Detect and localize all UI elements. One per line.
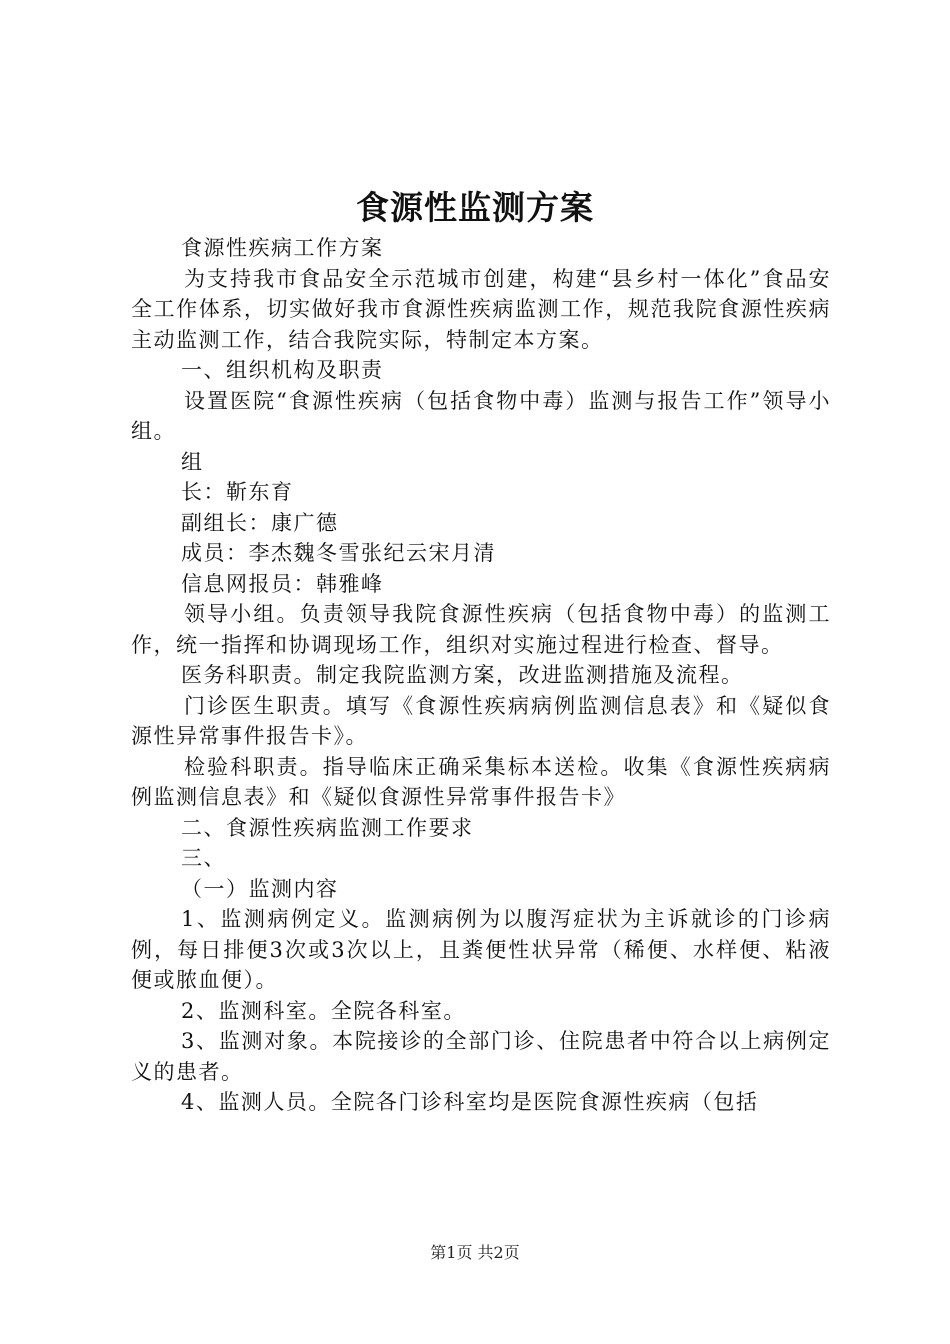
paragraph-lab-duty: 检验科职责。指导临床正确采集标本送检。收集《食源性疾病病例监测信息表》和《疑似食源性异常事件报告卡》 bbox=[131, 754, 831, 809]
paragraph-group-leader: 长：靳东育 bbox=[181, 480, 294, 504]
paragraph-case-definition: 1、监测病例定义。监测病例为以腹泻症状为主诉就诊的门诊病例，每日排便3次或3次以上，且粪便性状异常（稀便、水样便、粘液便或脓血便）。 bbox=[131, 907, 831, 992]
paragraph-personnel: 4、监测人员。全院各门诊科室均是医院食源性疾病（包括 bbox=[181, 1090, 759, 1114]
paragraph-reporter: 信息网报员：韩雅峰 bbox=[181, 571, 384, 596]
paragraph-members: 成员：李杰魏冬雪张纪云宋月清 bbox=[181, 541, 496, 565]
paragraph-deputy-leader: 副组长：康广德 bbox=[181, 510, 339, 535]
document-body bbox=[131, 233, 831, 1118]
paragraph-medical-duty: 医务科职责。制定我院监测方案，改进监测措施及流程。 bbox=[181, 663, 744, 687]
paragraph-clinic-duty: 门诊医生职责。填写《食源性疾病病例监测信息表》和《疑似食源性异常事件报告卡》。 bbox=[131, 693, 831, 748]
document-title: 食源性监测方案 bbox=[356, 188, 594, 227]
paragraph-subtitle: 食源性疾病工作方案 bbox=[181, 236, 384, 260]
page-footer: 第1页 共2页 bbox=[430, 1243, 520, 1262]
section-heading-organization: 一、组织机构及职责 bbox=[181, 358, 384, 382]
paragraph-group-duty: 领导小组。负责领导我院食源性疾病（包括食物中毒）的监测工作，统一指挥和协调现场工作，组织对实施过程进行检查、督导。 bbox=[131, 602, 831, 657]
section-heading-three: 三、 bbox=[181, 846, 226, 870]
paragraph-intro: 为支持我市食品安全示范城市创建，构建“县乡村一体化”食品安全工作体系，切实做好我市食源性疾病监测工作，规范我院食源性疾病主动监测工作，结合我院实际，特制定本方案。 bbox=[131, 266, 831, 352]
section-heading-requirements: 二、食源性疾病监测工作要求 bbox=[181, 815, 474, 840]
subsection-heading-content: （一）监测内容 bbox=[181, 876, 339, 901]
paragraph-departments: 2、监测科室。全院各科室。 bbox=[181, 998, 466, 1023]
paragraph-group-label: 组 bbox=[181, 449, 204, 474]
paragraph-subjects: 3、监测对象。本院接诊的全部门诊、住院患者中符合以上病例定义的患者。 bbox=[131, 1029, 831, 1084]
paragraph-leading-group: 设置医院“食源性疾病（包括食物中毒）监测与报告工作”领导小组。 bbox=[131, 388, 831, 443]
